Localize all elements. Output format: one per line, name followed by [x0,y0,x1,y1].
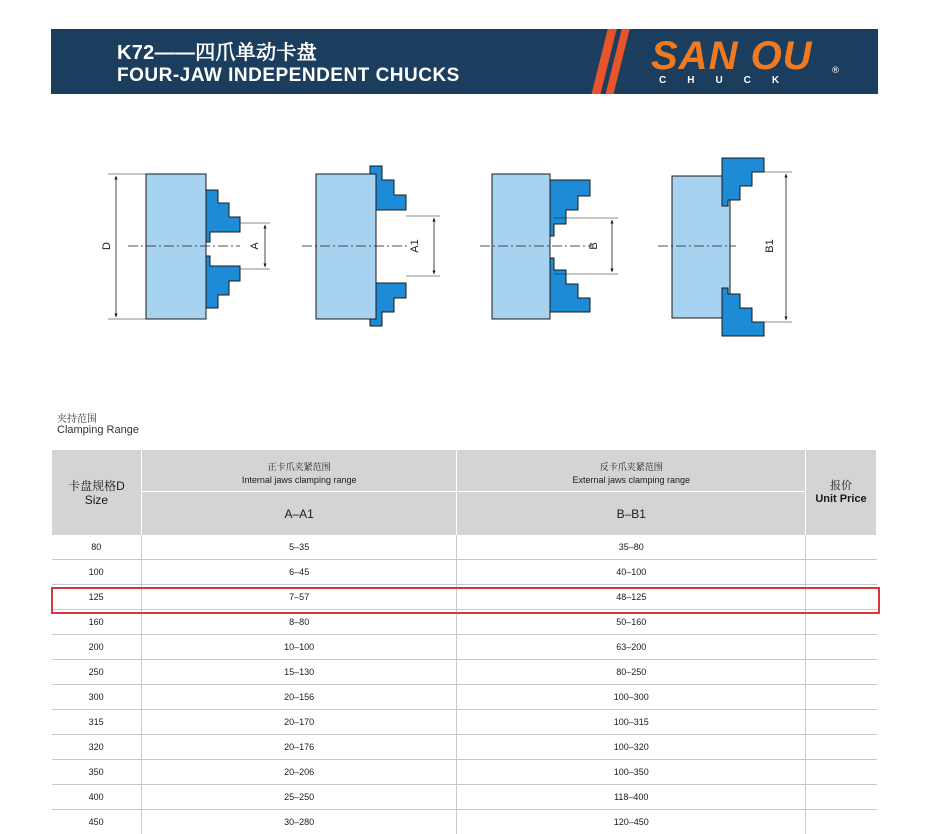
size-cell: 350 [52,760,142,785]
external-range-cell: 100–315 [457,710,806,735]
external-range-cell: 63–200 [457,635,806,660]
size-cell: 80 [52,535,142,560]
table-row-highlighted [52,585,877,610]
registered-mark: ® [831,66,840,76]
diagram-internal-a1 [302,166,440,326]
price-cell [806,610,877,635]
table-row [52,560,877,585]
external-range-cell: 80–250 [457,660,806,685]
size-cell: 125 [52,585,142,610]
internal-range-cell: 10–100 [141,635,457,660]
diagram-internal-a [101,174,270,319]
unit-price-header [806,450,877,535]
internal-sub-header: A–A1 [141,492,457,536]
table-row [52,660,877,685]
clamping-range-table [51,450,877,834]
size-header [52,450,142,535]
external-range-cell: 35–80 [457,535,806,560]
price-cell [806,685,877,710]
title-chinese: K72——四爪单动卡盘 [117,36,317,65]
size-cell: 200 [52,635,142,660]
table-row [52,685,877,710]
size-cell: 300 [52,685,142,710]
clamping-range-title-en: Clamping Range [57,424,139,436]
price-cell [806,635,877,660]
table-row [52,760,877,785]
size-cell: 160 [52,610,142,635]
table-row [52,735,877,760]
price-cell [806,735,877,760]
external-header-en: External jaws clamping range [457,475,805,485]
label-d: D [101,242,113,250]
label-a1: A1 [409,239,421,252]
price-cell [806,560,877,585]
header-band [51,29,878,94]
external-range-cell: 118–400 [457,785,806,810]
internal-range-cell: 8–80 [141,610,457,635]
size-cell: 100 [52,560,142,585]
internal-range-cell: 20–170 [141,710,457,735]
internal-jaws-header [141,450,457,492]
price-cell [806,785,877,810]
size-header-en: Size [85,493,108,507]
price-cell [806,760,877,785]
price-cell [806,810,877,834]
chuck-diagrams [0,150,928,350]
label-a: A [249,242,261,250]
table-row [52,810,877,834]
internal-range-cell: 30–280 [141,810,457,834]
logo-wordmark: SAN OU [651,35,813,77]
logo-subtext: CHUCK [659,75,800,86]
size-cell: 250 [52,660,142,685]
sanou-logo [651,35,851,90]
size-header-cn: 卡盘规格D [68,479,125,493]
table-row [52,635,877,660]
internal-range-cell: 6–45 [141,560,457,585]
external-sub-header: B–B1 [457,492,806,536]
external-range-cell: 40–100 [457,560,806,585]
internal-range-cell: 20–176 [141,735,457,760]
table-row [52,785,877,810]
size-cell: 315 [52,710,142,735]
internal-range-cell: 15–130 [141,660,457,685]
size-cell: 320 [52,735,142,760]
price-cell [806,710,877,735]
internal-range-cell: 7–57 [141,585,457,610]
external-range-cell: 100–350 [457,760,806,785]
label-b1: B1 [764,239,776,252]
external-range-cell: 100–320 [457,735,806,760]
price-cell [806,585,877,610]
internal-range-cell: 25–250 [141,785,457,810]
price-header-cn: 报价 [830,480,852,492]
table-row [52,710,877,735]
external-jaws-header [457,450,806,492]
external-range-cell: 48–125 [457,585,806,610]
diagram-external-b [480,174,618,319]
size-cell: 400 [52,785,142,810]
internal-range-cell: 5–35 [141,535,457,560]
clamping-range-title-cn: 夹持范围 [57,410,97,425]
diagram-external-b1 [658,158,792,336]
table-row [52,535,877,560]
external-range-cell: 120–450 [457,810,806,834]
internal-header-cn: 正卡爪夹紧范围 [142,460,457,473]
table-row [52,610,877,635]
internal-range-cell: 20–206 [141,760,457,785]
external-range-cell: 100–300 [457,685,806,710]
internal-range-cell: 20–156 [141,685,457,710]
external-range-cell: 50–160 [457,610,806,635]
label-b: B [588,242,600,249]
internal-header-en: Internal jaws clamping range [142,475,457,485]
price-cell [806,535,877,560]
title-english: FOUR-JAW INDEPENDENT CHUCKS [117,65,460,87]
price-header-en: Unit Price [815,493,866,505]
external-header-cn: 反卡爪夹紧范围 [457,460,805,473]
size-cell: 450 [52,810,142,834]
price-cell [806,660,877,685]
